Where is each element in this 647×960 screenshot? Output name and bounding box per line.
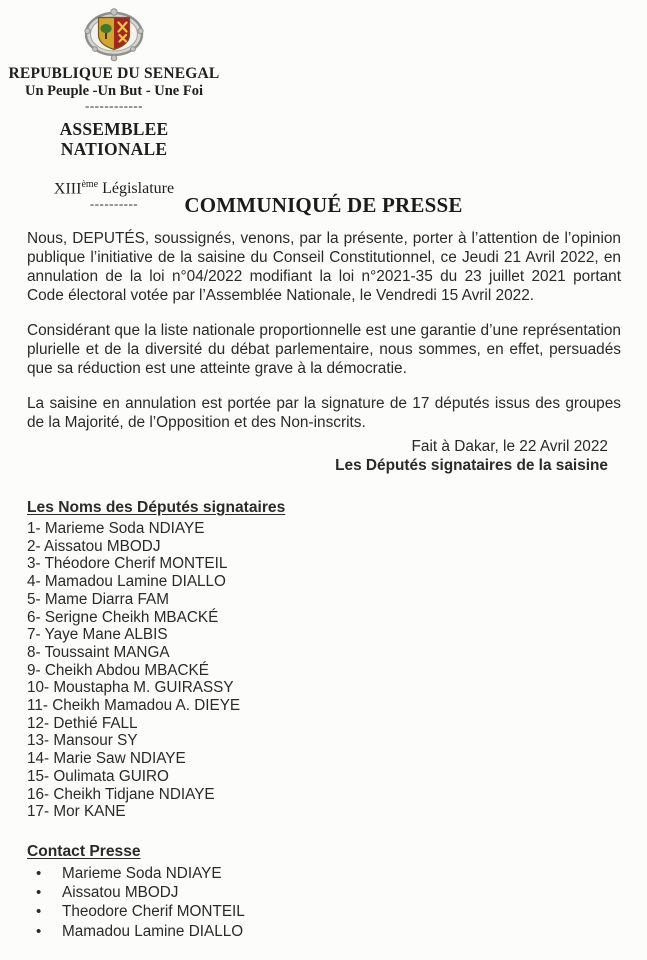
logo-wrap bbox=[7, 8, 221, 62]
list-item: 5- Mame Diarra FAM bbox=[27, 590, 169, 608]
paragraph-considerant: Considérant que la liste nationale proportionnelle est une garantie d’une représentation plurielle et de la diversité du débat parlementaire, nous sommes, en effet, persuadés que sa réduction est une atteinte grave à la démocratie. bbox=[27, 322, 621, 377]
list-item bbox=[27, 922, 621, 941]
list-item: 13- Mansour SY bbox=[27, 732, 138, 750]
list-item: 16- Cheikh Tidjane NDIAYE bbox=[27, 785, 215, 803]
letterhead bbox=[7, 8, 221, 212]
list-item: 12- Dethié FALL bbox=[27, 714, 138, 732]
document-title: COMMUNIQUÉ DE PRESSE bbox=[184, 193, 463, 217]
list-item: 8- Toussaint MANGA bbox=[27, 643, 170, 661]
signatories-list bbox=[27, 520, 621, 821]
signatories-section bbox=[27, 498, 621, 821]
list-item: 1- Marieme Soda NDIAYE bbox=[27, 520, 205, 537]
document-body bbox=[27, 229, 621, 941]
bullet-icon: • bbox=[36, 903, 42, 921]
divider-dashes: ------------ bbox=[85, 98, 143, 113]
contact-press-list bbox=[27, 864, 621, 941]
contact-name: Mamadou Lamine DIALLO bbox=[62, 922, 244, 940]
list-item bbox=[27, 864, 621, 883]
assembly-title: ASSEMBLEE NATIONALE bbox=[59, 119, 169, 159]
contact-name: Marieme Soda NDIAYE bbox=[62, 864, 222, 882]
list-item bbox=[27, 902, 621, 921]
dateline: Fait à Dakar, le 22 Avril 2022 bbox=[411, 438, 608, 455]
list-item: 15- Oulimata GUIRO bbox=[27, 767, 169, 785]
contact-name: Aissatou MBODJ bbox=[62, 884, 179, 902]
contact-press-heading: Contact Presse bbox=[27, 842, 141, 860]
contact-name: Theodore Cherif MONTEIL bbox=[62, 903, 245, 921]
paragraph-saisine: Nous, DEPUTÉS, soussignés, venons, par la présente, porter à l’attention de l’opinion publique l’initiative de la saisine du Conseil Constitutionnel, ce Jeudi 21 Avril 2022, en annulation de la loi n°04/2022 modifiant la loi n°2021-35 du 23 juillet 2021 portant Code électoral votée par l’Assemblée Nationale, le Vendredi 15 Avril 2022. bbox=[27, 230, 621, 304]
list-item: 7- Yaye Mane ALBIS bbox=[27, 626, 168, 644]
list-item: 2- Aissatou MBODJ bbox=[27, 537, 161, 555]
legislature-number: XIII bbox=[53, 180, 82, 198]
signature-line: Les Députés signataires de la saisine bbox=[335, 457, 608, 474]
bullet-icon: • bbox=[36, 884, 42, 902]
senegal-coat-of-arms-icon bbox=[83, 8, 145, 62]
contact-press-section bbox=[27, 842, 621, 941]
list-item: 10- Moustapha M. GUIRASSY bbox=[27, 679, 234, 697]
signatories-heading: Les Noms des Députés signataires bbox=[27, 499, 286, 516]
bullet-icon: • bbox=[36, 864, 42, 882]
list-item: 9- Cheikh Abdou MBACKÉ bbox=[27, 661, 209, 679]
legislature-ordinal-suffix: ème bbox=[81, 179, 99, 190]
list-item: 14- Marie Saw NDIAYE bbox=[27, 750, 186, 768]
list-item: 11- Cheikh Mamadou A. DIEYE bbox=[27, 697, 241, 715]
list-item: 4- Mamadou Lamine DIALLO bbox=[27, 573, 226, 591]
divider-dashes: ---------- bbox=[89, 196, 139, 212]
paragraph-signature-count: La saisine en annulation est portée par la signature de 17 députés issus des groupes de la Majorité, de l’Opposition et des Non-inscrits. bbox=[27, 395, 621, 431]
list-item: 3- Théodore Cherif MONTEIL bbox=[27, 555, 228, 573]
list-item: 17- Mor KANE bbox=[27, 803, 126, 821]
bullet-icon: • bbox=[36, 922, 42, 940]
national-motto: Un Peuple -Un But - Une Foi bbox=[24, 83, 204, 99]
list-item: 6- Serigne Cheikh MBACKÉ bbox=[27, 608, 219, 626]
republic-title: REPUBLIQUE DU SENEGAL bbox=[8, 65, 220, 82]
legislature-label: Législature bbox=[102, 180, 175, 198]
list-item bbox=[27, 883, 621, 902]
